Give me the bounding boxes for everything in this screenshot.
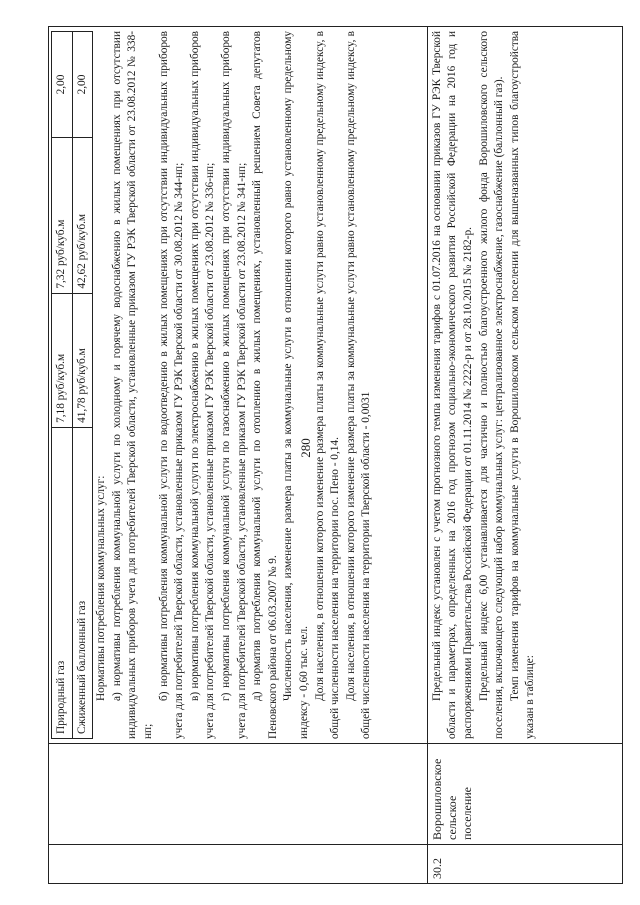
paragraph: Предельный индекс 6,00 устанавливается для частично и полностью благоустроенного жилого фонда Ворошиловского сельского поселения, включающего следующий набор коммунальных услуг: централизованное электроснабжение, газоснабжение (баллонный газ). bbox=[477, 31, 506, 739]
gas-tariff-new: 42,62 руб/куб.м bbox=[72, 138, 93, 294]
gas-tariff-old: 7,18 руб/куб.м bbox=[52, 293, 73, 427]
cell-row-content bbox=[427, 27, 622, 744]
paragraph: а) нормативы потребления коммунальной услуги по холодному и горячему водоснабжению в жилых помещениях при отсутствии индивидуальных приборов учета для потребителей Тверской области, установленные приказом ГУ РЭК Тверской области от 23.08.2012 № 338-нп; bbox=[110, 31, 154, 739]
gas-name: Природный газ bbox=[52, 427, 73, 738]
settlement-name: Ворошиловское сельское поселение bbox=[427, 744, 622, 845]
page-number: 280 bbox=[298, 438, 313, 458]
table-row-previous bbox=[49, 27, 428, 884]
cell-previous-content bbox=[49, 27, 428, 744]
paragraph: б) нормативы потребления коммунальной услуги по водоотведению в жилых помещениях при отсутствии индивидуальных приборов учета для потребителей Тверской области, установленные приказом ГУ РЭК Тверской области от 30.08.2012 № 344-нп; bbox=[157, 31, 186, 739]
paragraph: д) норматив потребления коммунальной услуги по отоплению в жилых помещениях, установленный решением Совета депутатов Пеновского района от 06.03.2007 № 9. bbox=[251, 31, 279, 739]
paragraph: Нормативы потребления коммунальных услуг: bbox=[95, 475, 108, 701]
row-number: 30.2 bbox=[427, 845, 622, 884]
paragraph: Доля населения, в отношении которого изменение размера платы за коммунальные услуги равно установленному предельному индексу, в общей численности населения на территории пос. Пено - 0,14. bbox=[313, 31, 342, 739]
paragraph: Численность населения, изменение размера платы за коммунальные услуги в отношении которого равно установленному предельному индексу - 0,60 тыс. чел. bbox=[282, 31, 310, 739]
cell-number-empty bbox=[49, 845, 428, 884]
paragraph: Темп изменения тарифов на коммунальные услуги в Ворошиловском сельском поселении для вышеназванных типов благоустройства указан в таблице: bbox=[508, 31, 537, 739]
paragraph: г) нормативы потребления коммунальной услуги по газоснабжению в жилых помещениях при отсутствии индивидуальных приборов учета для потребителей Тверской области, установленные приказом ГУ РЭК Тверской области от 23.08.2012 № 341-нп; bbox=[219, 31, 248, 739]
gas-index: 2,00 bbox=[52, 32, 73, 138]
paragraph: в) нормативы потребления коммунальной услуги по электроснабжению в жилых помещениях при отсутствии индивидуальных приборов учета для потребителей Тверской области, установленные приказом ГУ РЭК Тверской области от 23.08.2012 № 336-нп; bbox=[188, 31, 217, 739]
table-row-30-2 bbox=[427, 27, 622, 884]
gas-name: Сжиженный баллонный газ bbox=[72, 427, 93, 738]
rotated-page-content bbox=[48, 26, 623, 884]
gas-tariff-subtable bbox=[51, 31, 93, 739]
gas-row bbox=[72, 32, 93, 739]
cell-name-empty bbox=[49, 744, 428, 845]
gas-tariff-old: 41,78 руб/куб.м bbox=[72, 293, 93, 427]
gas-row bbox=[52, 32, 73, 739]
tariff-table bbox=[48, 26, 623, 884]
paragraph: Предельный индекс установлен с учетом прогнозного темпа изменения тарифов с 01.07.2016 на основании приказов ГУ РЭК Тверской области и параметрах, определенных на 2016 год прогнозом социально-экономического развития Российской Федерации на 2016 год и распоряжениями Правительства Российской Федерации от 01.11.2014 № 2222-р и от 28.10.2015 № 2182-р. bbox=[430, 31, 475, 739]
paragraph: Доля населения, в отношении которого изменение размера платы за коммунальные услуги равно установленному предельному индексу, в общей численности населения на территории Тверской области - 0,0031 bbox=[344, 31, 373, 739]
gas-index: 2,00 bbox=[72, 32, 93, 138]
gas-tariff-new: 7,32 руб/куб.м bbox=[52, 138, 73, 294]
